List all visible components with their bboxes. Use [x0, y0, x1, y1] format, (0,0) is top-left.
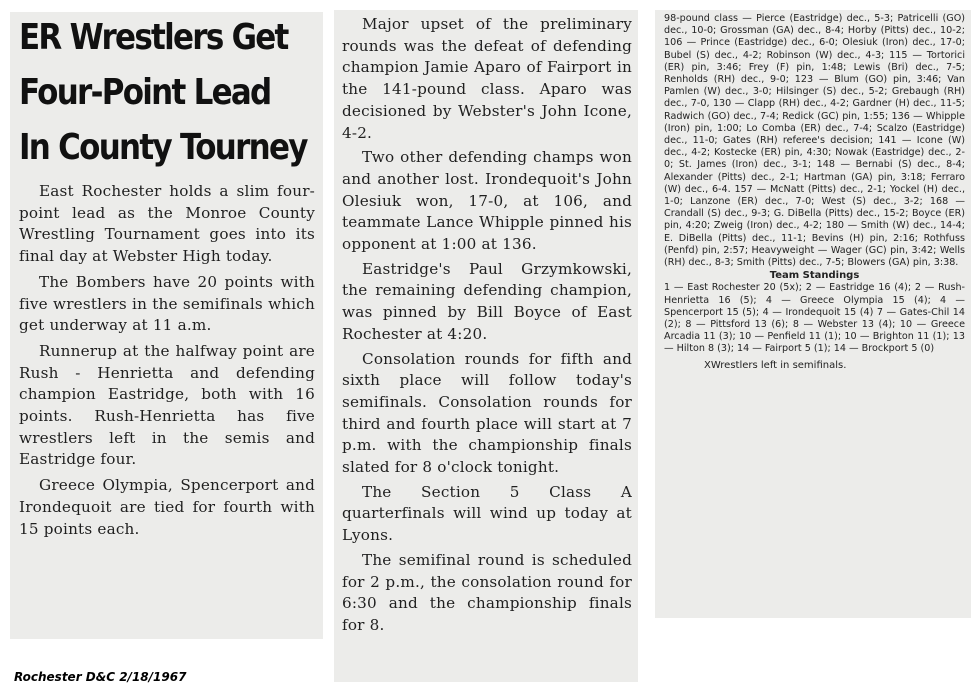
standings-title: Team Standings — [769, 270, 860, 282]
results-text: 98-pound class — Pierce (Eastridge) dec., 5-3; Patricelli (GO) dec., 10-0; Grossman (GA) dec., 8-4; Horby (Pitts) dec., 10-2; 106 — Prince (Eastridge) dec., 6-0; Olesiuk (Iron) dec., 17-0; Bubel (S) dec., 4-2; Robinson (W) dec., 4-3; 115 — Tortorici (ER) pin, 3:46; Frey (F) pin, 1:48; Lewis (Bri) dec., 7-5; Renholds (RH) dec., 9-0; 123 — Blum (GO) pin, 3:46; Van Pamlen (W) dec., 3-0; Hilsinger (S) dec., 5-2; Grebaugh (RH) dec., 7-0, 130 — Clapp (RH) dec., 4-2; Gardner (H) dec., 11-5; Radwich (GO) dec., 7-4; Redick (GC) pin, 1:55; 136 — Whipple (Iron) pin, 1:00; Lo Comba (ER) dec., 7-4; Scalzo (Eastridge) dec., 11-0; Gates (RH) referee's decision; 141 — Icone (W) dec., 4-2; Kostecke (ER) pin, 4:30; Nowak (Eastridge) dec., 2-0; St. James (Iron) dec., 3-1; 148 — Bernabi (S) dec., 8-4; Alexander (Pitts) dec., 2-1; Hartman (GA) pin, 3:18; Ferraro (W) dec., 6-4. 157 — McNatt (Pitts) dec., 2-1; Yockel (H) dec., 1-0; Lanzone (ER) dec., 7-0; West (S) dec., 3-2; 168 — Crandall (S) dec., 9-3; G. DiBella (Pitts) dec., 15-2; Boyce (ER) pin, 4:20; Zweig (Iron) dec., 4-2; 180 — Smith (W) dec., 14-4; E. DiBella (Pitts) dec., 11-1; Bevins (H) pin, 2:16; Rothfuss (Penfd) pin, 2:57; Heavyweight — Wager (GC) pin, 3:42; Wells (RH) dec., 8-3; Smith (Pitts) dec., 7-5; Blowers (GA) pin, 3:38. — [664, 13, 965, 269]
headline — [19, 16, 316, 170]
paragraph: Eastridge's Paul Grzymkowski, the remaining defending champion, was pinned by Bill Boyce of East Rochester at 4:20. — [342, 259, 632, 343]
source-caption: Rochester D&C 2/18/1967 — [14, 670, 187, 684]
paragraph: Two other defending champs won and another lost. Irondequoit's John Olesiuk won, 17-0, at 106, and teammate Lance Whipple pinned his opponent at 1:00 at 136. — [342, 148, 632, 254]
standings-text: 1 — East Rochester 20 (5x); 2 — Eastridge 16 (4); 2 — Rush-Henrietta 16 (5); 4 — Greece Olympia 15 (4); 4 — Spencerport 15 (5); 4 — Irondequoit 15 (4) 7 — Gates-Chil 14 (2); 8 — Pittsford 13 (6); 8 — Webster 13 (4); 10 — Greece Arcadia 11 (3); 10 — Penfield 11 (1); 10 — Brighton 11 (1); 13 — Hilton 8 (3); 14 — Fairport 5 (1); 14 — Brockport 5 (0) — [664, 282, 965, 355]
match-results — [664, 13, 965, 372]
column-2-body — [342, 14, 632, 637]
column-1-body — [19, 181, 315, 540]
paragraph: East Rochester holds a slim four-point lead as the Monroe County Wrestling Tournament goes into its final day at Webster High today. — [19, 182, 315, 266]
headline-line-3: In County Tourney — [19, 127, 307, 168]
paragraph: The semifinal round is scheduled for 2 p.m., the consolation round for 6:30 and the championship finals for 8. — [342, 550, 632, 634]
paragraph: The Bombers have 20 points with five wrestlers in the semifinals which get underway at 11 a.m. — [19, 272, 315, 335]
paragraph: The Section 5 Class A quarterfinals will wind up today at Lyons. — [342, 482, 632, 545]
paragraph: Runnerup at the halfway point are Rush - Henrietta and defending champion Eastridge, both with 16 points. Rush-Henrietta has five wrestlers left in the semis and Eastridge four. — [19, 341, 315, 469]
paragraph: Consolation rounds for fifth and sixth place will follow today's semifinals. Consolation rounds for third and fourth place will start at 7 p.m. with the championship finals slated for 8 o'clock tonight. — [342, 349, 632, 477]
paragraph: Major upset of the preliminary rounds was the defeat of defending champion Jamie Aparo of Fairport in the 141-pound class. Aparo was decisioned by Webster's John Icone, 4-2. — [342, 15, 632, 142]
paragraph: Greece Olympia, Spencerport and Irondequoit are tied for fourth with 15 points each. — [19, 476, 315, 538]
results-column — [655, 10, 971, 618]
standings-footnote: XWrestlers left in semifinals. — [704, 359, 847, 371]
headline-line-1: ER Wrestlers Get — [19, 17, 288, 58]
article-column-1 — [10, 12, 323, 639]
article-column-2 — [334, 10, 638, 682]
headline-line-2: Four-Point Lead — [19, 72, 271, 113]
